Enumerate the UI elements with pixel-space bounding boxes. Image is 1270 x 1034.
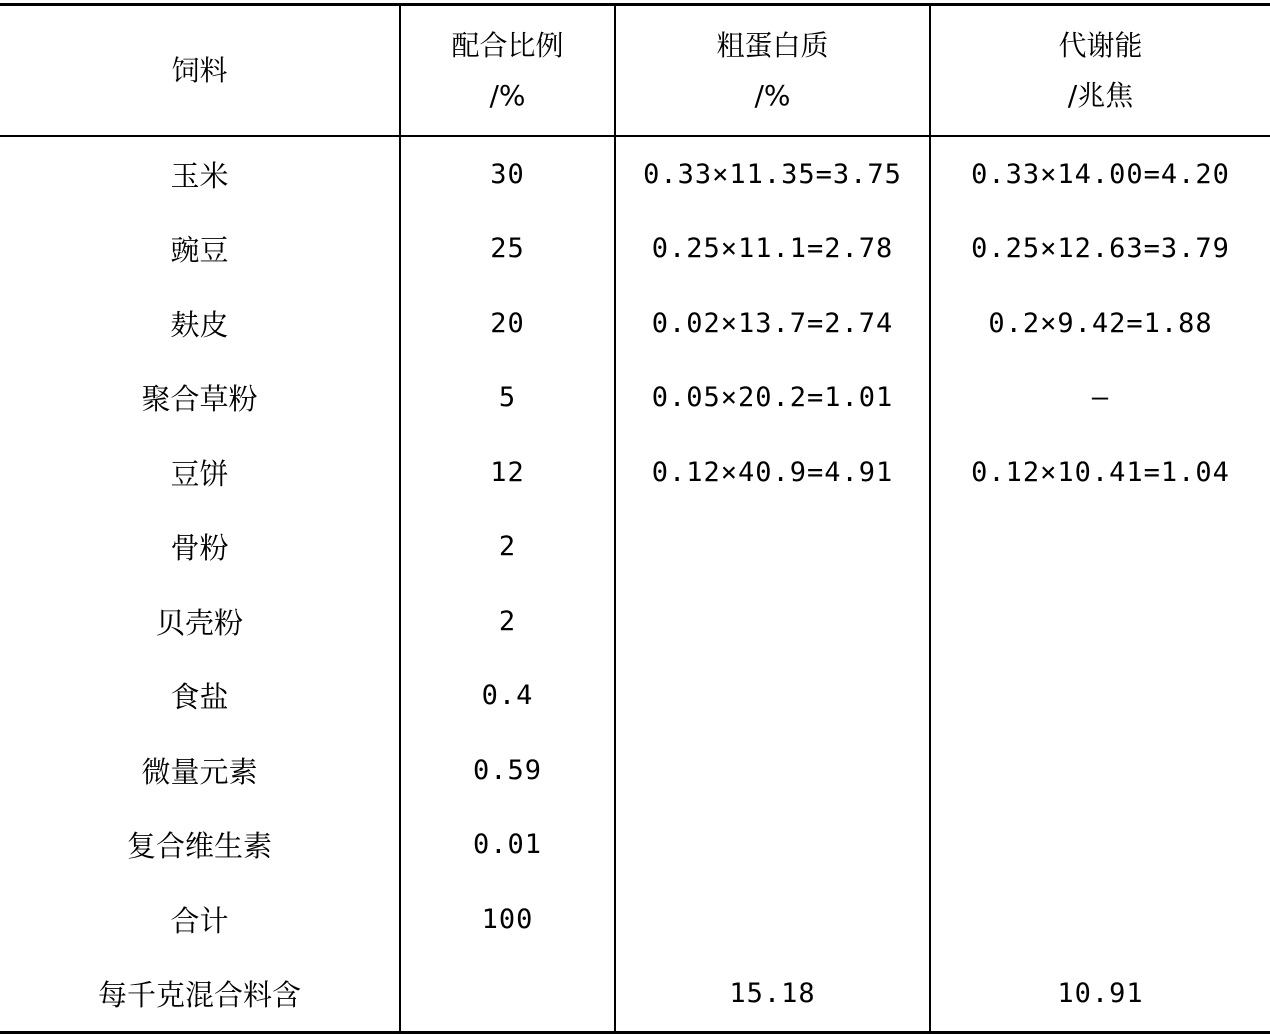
table-header bbox=[0, 5, 1270, 137]
cell-energy bbox=[930, 584, 1270, 659]
table-row bbox=[0, 584, 1270, 659]
header-energy bbox=[930, 5, 1270, 137]
cell-feed: 贝壳粉 bbox=[155, 605, 243, 640]
cell-protein: 0.12×40.9=4.91 bbox=[615, 435, 930, 510]
cell-feed: 豆饼 bbox=[170, 456, 229, 491]
cell-energy bbox=[930, 659, 1270, 734]
table-row bbox=[0, 882, 1270, 957]
cell-energy: 0.25×12.63=3.79 bbox=[930, 212, 1270, 287]
table-row bbox=[0, 212, 1270, 287]
cell-ratio bbox=[400, 957, 615, 1033]
cell-feed: 复合维生素 bbox=[126, 829, 272, 864]
cell-protein: 0.25×11.1=2.78 bbox=[615, 212, 930, 287]
cell-feed: 聚合草粉 bbox=[141, 382, 258, 417]
cell-ratio: 20 bbox=[400, 286, 615, 361]
table-row bbox=[0, 286, 1270, 361]
cell-feed: 骨粉 bbox=[170, 531, 229, 566]
cell-energy bbox=[930, 808, 1270, 883]
cell-ratio: 5 bbox=[400, 361, 615, 436]
cell-energy bbox=[930, 882, 1270, 957]
table-row bbox=[0, 659, 1270, 734]
cell-energy: 10.91 bbox=[930, 957, 1270, 1033]
cell-ratio: 30 bbox=[400, 136, 615, 212]
cell-energy: 0.12×10.41=1.04 bbox=[930, 435, 1270, 510]
cell-ratio: 25 bbox=[400, 212, 615, 287]
cell-protein bbox=[615, 659, 930, 734]
cell-feed: 每千克混合料含 bbox=[97, 978, 301, 1013]
cell-ratio: 0.4 bbox=[400, 659, 615, 734]
cell-energy: 0.2×9.42=1.88 bbox=[930, 286, 1270, 361]
header-ratio-line2: /% bbox=[489, 78, 526, 112]
cell-protein bbox=[615, 882, 930, 957]
header-protein bbox=[615, 5, 930, 137]
cell-energy bbox=[930, 733, 1270, 808]
feed-formula-table bbox=[0, 3, 1270, 1034]
table-body bbox=[0, 136, 1270, 1033]
header-feed-line1: 饲料 bbox=[171, 53, 228, 87]
header-protein-line2: /% bbox=[754, 78, 791, 112]
cell-feed: 麸皮 bbox=[170, 307, 229, 342]
cell-ratio: 100 bbox=[400, 882, 615, 957]
header-protein-line1: 粗蛋白质 bbox=[716, 28, 829, 62]
cell-feed: 合计 bbox=[170, 903, 229, 938]
table-row bbox=[0, 435, 1270, 510]
cell-feed: 食盐 bbox=[170, 680, 229, 715]
table-row bbox=[0, 957, 1270, 1033]
cell-feed: 豌豆 bbox=[170, 233, 229, 268]
cell-protein: 0.05×20.2=1.01 bbox=[615, 361, 930, 436]
cell-protein: 0.02×13.7=2.74 bbox=[615, 286, 930, 361]
header-ratio bbox=[400, 5, 615, 137]
cell-feed: 玉米 bbox=[170, 158, 229, 193]
cell-ratio: 2 bbox=[400, 584, 615, 659]
table-row bbox=[0, 510, 1270, 585]
cell-ratio: 2 bbox=[400, 510, 615, 585]
header-ratio-line1: 配合比例 bbox=[451, 28, 564, 62]
cell-protein bbox=[615, 584, 930, 659]
table-row bbox=[0, 808, 1270, 883]
table-row bbox=[0, 136, 1270, 212]
table-row bbox=[0, 733, 1270, 808]
header-feed bbox=[0, 5, 400, 137]
cell-ratio: 0.59 bbox=[400, 733, 615, 808]
cell-ratio: 0.01 bbox=[400, 808, 615, 883]
table-row bbox=[0, 361, 1270, 436]
header-energy-line1: 代谢能 bbox=[1058, 28, 1143, 62]
cell-feed: 微量元素 bbox=[141, 754, 258, 789]
cell-protein bbox=[615, 808, 930, 883]
cell-energy bbox=[930, 510, 1270, 585]
cell-protein bbox=[615, 510, 930, 585]
cell-energy: 0.33×14.00=4.20 bbox=[930, 136, 1270, 212]
cell-protein: 0.33×11.35=3.75 bbox=[615, 136, 930, 212]
cell-energy: — bbox=[930, 361, 1270, 436]
cell-protein: 15.18 bbox=[615, 957, 930, 1033]
header-energy-line2: /兆焦 bbox=[1067, 78, 1134, 112]
cell-protein bbox=[615, 733, 930, 808]
header-row bbox=[0, 5, 1270, 137]
cell-ratio: 12 bbox=[400, 435, 615, 510]
